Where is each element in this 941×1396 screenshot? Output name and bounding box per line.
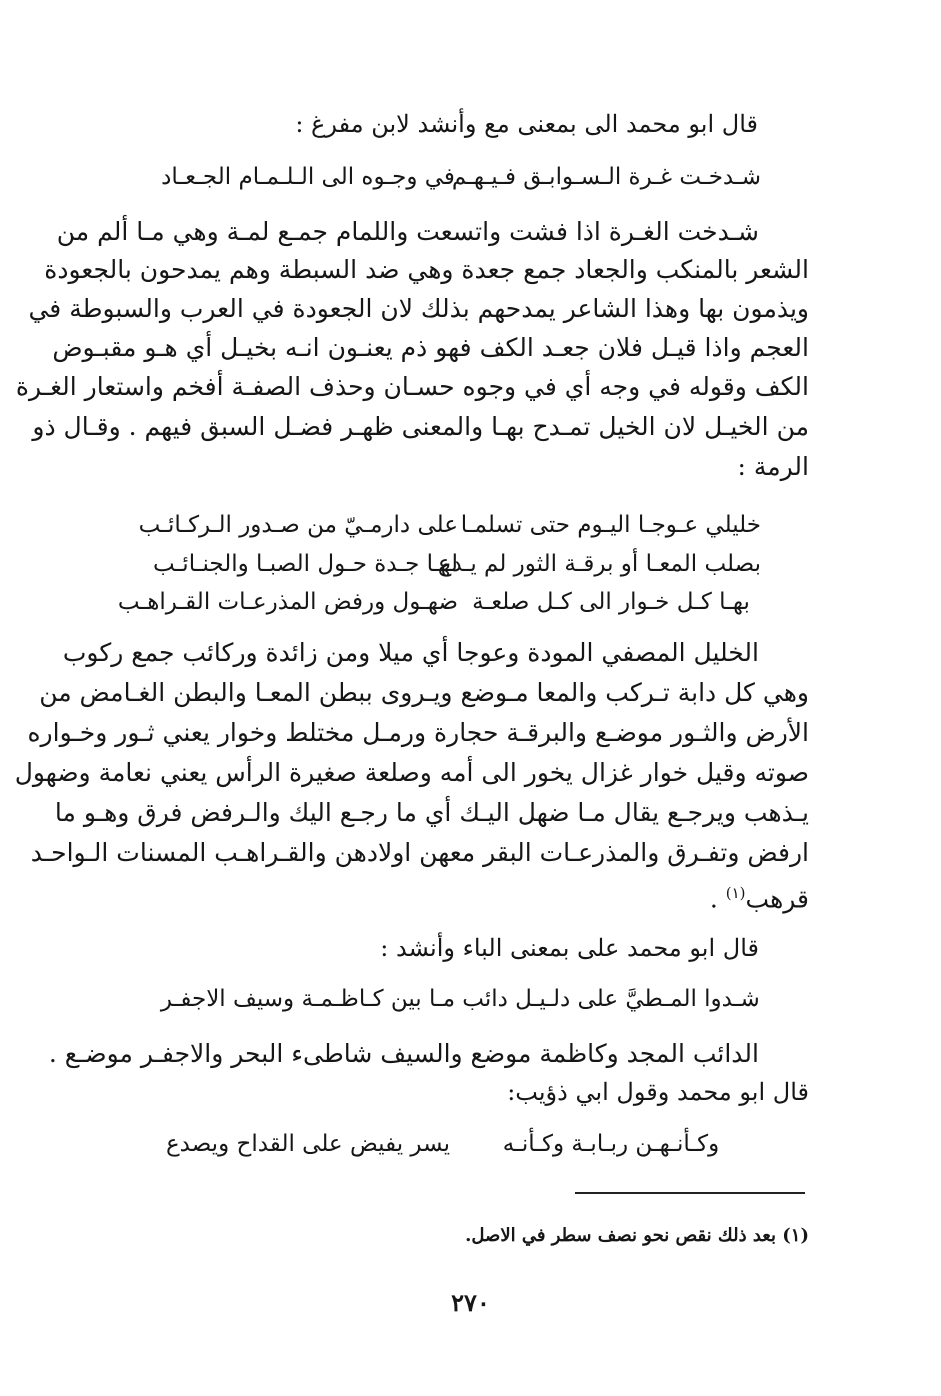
verse-first-hemistich: شـدخـت غـرة الـسـوابـق فـيـهـم: [451, 164, 761, 190]
commentary-line: الشعر بالمنكب والجعاد جمع جعدة وهي ضد السبطة وهم يمدحون بالجعودة: [44, 255, 809, 284]
commentary-line: الأرض والثـور موضـع والبرقـة حجارة ورمـل مختلط وخوار يعني ثـور وخـواره: [27, 718, 809, 747]
verse-second-hemistich: ضهـول ورفض المذرعـات القـراهـب: [117, 589, 458, 615]
verse-second-hemistich: على دارمـيّ من صـدور الـركـائـب: [138, 512, 458, 538]
verse-first-hemistich: بهـا كـل خـوار الى كـل صلعـة: [472, 589, 750, 615]
commentary-line: ارفض وتفـرق والمذرعـات البقر معهن اولادهن والقـراهـب المسنات الـواحـد: [30, 838, 809, 867]
commentary-line: العجم واذا قيـل فلان جعـد الكف فهو ذم يعنـون انـه بخيـل أي هـو مقبـوض: [52, 333, 809, 362]
page-number: ٢٧٠: [451, 1288, 490, 1317]
intro-line: قال ابو محمد الى بمعنى مع وأنشد لابن مفرغ :: [295, 110, 758, 138]
verse-second-hemistich: في وجـوه الى الـلـمـام الجـعـاد: [161, 164, 455, 190]
commentary-line: وهي كل دابة تـركب والمعا مـوضع ويـروى ببطن المعـا والبطن الغـامض من: [39, 678, 809, 707]
footnote-marker: (١): [725, 884, 746, 902]
commentary-last-line: [110, 874, 809, 918]
commentary-line: ويذمون بها وهذا الشاعر يمدحهم بذلك لان الجعودة في العرب والسبوطة في: [28, 294, 809, 323]
commentary-line: يـذهب ويرجـع يقال مـا ضهل اليـك أي ما رجـع اليك والـرفض فرق وهـو ما: [54, 798, 809, 827]
commentary-line: الرمة :: [737, 452, 809, 481]
commentary-line: الكف وقوله في وجه أي في وجوه حسـان وحذف الصفـة أفخم واستعار الغـرة: [15, 372, 809, 401]
commentary-line: الخليل المصفي المودة وعوجا أي ميلا ومن زائدة وركائب جمع ركوب: [62, 638, 759, 667]
verse-second-hemistich: لهـا جـدة حـول الصبـا والجنـائـب: [152, 551, 458, 577]
footnote-divider: [575, 1192, 805, 1194]
footnote: (١) بعد ذلك نقص نحو نصف سطر في الاصل.: [465, 1225, 809, 1246]
verse-first-hemistich: بصلب المعـا أو برقـة الثور لم يـدع: [437, 551, 761, 577]
commentary-line: الدائب المجد وكاظمة موضع والسيف شاطىء البحر والاجفـر موضـع .: [48, 1039, 759, 1068]
commentary-line: صوته وقيل خوار غزال يخور الى أمه وصلعة صغيرة الرأس يعني نعامة وضهول: [14, 758, 809, 787]
commentary-line: من الخيـل لان الخيل تمـدح بهـا والمعنى ظهـر فضـل السبق فيهم . وقـال ذو: [32, 412, 809, 441]
verse-second-hemistich: مـا بين كـاظـمـة وسيف الاجفـر: [160, 986, 456, 1012]
commentary-word: قرهب: [745, 884, 809, 914]
sentence-end: .: [709, 884, 726, 914]
verse-first-hemistich: شـدوا المـطيَّ على دلـيـل دائب: [462, 986, 760, 1012]
intro-line: قال ابو محمد وقول ابي ذؤيب:: [507, 1078, 809, 1106]
verse-first-hemistich: وكـأنـهـن ربـابـة وكـأنـه: [502, 1131, 720, 1157]
commentary-line: شـدخت الغـرة اذا فشت واتسعت واللمام جمـع لمـة وهي مـا ألم من: [56, 217, 759, 246]
verse-first-hemistich: خليلي عـوجـا اليـوم حتى تسلمـا: [460, 512, 761, 538]
verse-second-hemistich: يسر يفيض على القداح ويصدع: [165, 1131, 451, 1157]
intro-line: قال ابو محمد على بمعنى الباء وأنشد :: [380, 934, 759, 962]
